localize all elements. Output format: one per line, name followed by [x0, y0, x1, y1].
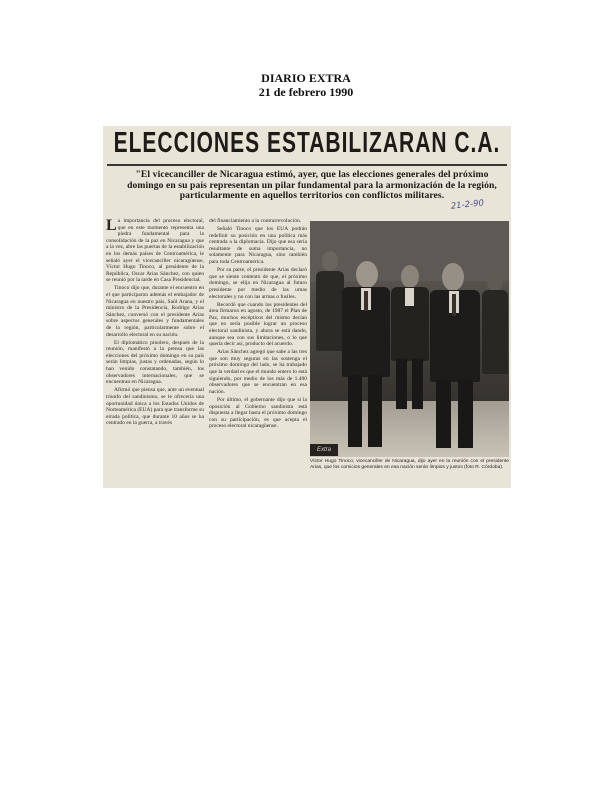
photo-caption: Víctor Hugo Tinoco, vicecanciller de Nicaragua, dijo ayer en la reunión con el presidente Arias, que los comicios generales en esa nación serán limpios y justos (foto R. Córdoba).	[310, 459, 509, 470]
paragraph: Recordó que cuando los presidentes del área firmaron en agosto, de 1987 el Plan de Paz, muchos escépticos del mismo decían que no sería posible lograr un proceso electoral sandinista, y ahora se está dando, aunque sea con sus limitaciones, o lo que quería decir así, producto del acuerdo.	[209, 301, 307, 348]
publication-date: 21 de febrero 1990	[258, 85, 354, 99]
photo-person-tinoco	[340, 261, 392, 451]
paragraph: Tinoco dijo que, durante el encuentro en el que participaron además el embajador de Nicaragua en nuestro país, Saúl Arana, y el ministro de la Presidencia, Rodrigo Arias Sánchez, conversó con el presidente Arias sobre aspectos generales y fundamentales de la región, particularmente sobre el desarrollo electoral en su nación.	[106, 285, 204, 338]
paragraph: del financiamiento a la contrarrevolución.	[209, 218, 302, 224]
photo-person-middle	[390, 265, 430, 415]
photo-person-right	[482, 271, 508, 411]
article-column-1	[106, 218, 204, 488]
article-column-2	[209, 218, 307, 488]
paragraph: Por último, el gobernante dijo que si la oposición al Gobierno sandinista está dispuesta a llegar hasta el próximo domingo con su participación, es que acepta el proceso electoral nicaragüense.	[209, 396, 307, 430]
paragraph: Afirmó que piensa que, ante un eventual triunfo del sandinismo, se le ofrecería una oportunidad única a los Estados Unidos de Norteamérica (EUA) para que transforme su errada política, que durante 10 años se ha centrado en la guerra, a través	[106, 387, 204, 427]
deck-subheadline: "El vicecanciller de Nicaragua estimó, ayer, que las elecciones generales del próximo domingo en su país representan un pilar fundamental para la armonización de la región, particularmente en aquellos territorios con conflictos militares.	[127, 169, 497, 201]
top-rule	[107, 164, 507, 166]
handwritten-date: 21-2-90	[450, 198, 485, 212]
paragraph: El diplomático pinolero, después de la reunión, manifestó a la prensa que las elecciones del próximo domingo en su país serán limpias, justas y ordenadas, según lo han venido constatando, también, los observadores internacionales, que se encuentran en Nicaragua.	[106, 339, 204, 386]
dropcap: L	[106, 218, 117, 234]
photo-credit: Extra	[310, 444, 338, 456]
page-header	[0, 71, 612, 99]
photo-person-arias	[428, 263, 482, 453]
headline: ELECCIONES ESTABILIZARAN C.A.	[113, 127, 501, 159]
paragraph: Señaló Tinoco que los EUA podrán redefinir su posición en una política más centrada a la diplomacia. Dijo que esa sería resultante de suma importancia, no solamente para Nicaragua, sino también para toda Centroamérica.	[209, 226, 307, 266]
paragraph: Por su parte, el presidente Arias declaró que se siente contento de que, el próximo domingo, se elija en Nicaragua al futuro presidente por medio de las urnas electorales y no con las armas o fusiles.	[209, 267, 307, 300]
publication-name: DIARIO EXTRA	[261, 71, 351, 85]
paragraph: a importancia del proceso electoral, que en este momento representa una piedra fundamental para la consolidación de la paz en Nicaragua y que a la vez, abre las puertas de la estabilización en los demás países de Centroamérica, le señaló ayer el vicecanciller nicaragüense, Víctor Hugo Tinoco, al presidente de la República, Oscar Arias Sánchez, con quien se reunió por la tarde en Casa Presidencial.	[106, 218, 204, 284]
paragraph: Arias Sánchez agregó que sabe a las tres que son muy seguras en las sostenga el próximo domingo del lado, se ha trabajado que la verdad es que el mundo entero lo está siguiendo, por medio de los más de 1.400 observadores que se encuentran en esa nación.	[209, 349, 307, 395]
news-photo	[310, 221, 509, 457]
newspaper-clipping	[103, 126, 511, 488]
